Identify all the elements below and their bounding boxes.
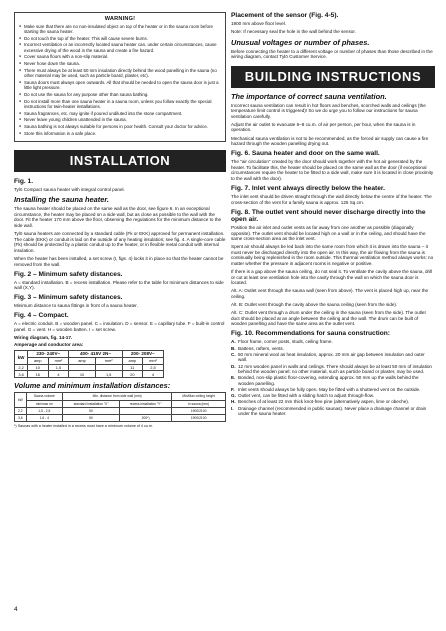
fig1-heading: Fig. 1. xyxy=(14,177,34,185)
fig3-heading: Fig. 3 – Minimum safety distances. xyxy=(14,294,123,302)
fig2-heading: Fig. 2 – Minimum safety distances. xyxy=(14,270,123,278)
installation-banner: INSTALLATION xyxy=(14,150,226,172)
warning-box xyxy=(14,12,226,142)
table-cell: 1900/2100 xyxy=(172,415,226,422)
warning-item: ● Incorrect ventilation or an incorrectly located sauna heater can, under certain circumstances, cause excessive drying of the wood in the sauna and create a fire hazard. xyxy=(19,42,221,52)
warning-item: ● Sauna doors must always open outwards. All that should be needed to open the sauna door is just a little light pressure. xyxy=(19,80,221,90)
table-cell: 16 xyxy=(28,371,48,378)
table-cell: 2,2 xyxy=(15,408,27,415)
fig8-paragraph: Position the air inlet and outlet vents as far away from one another as possible (diagonally opposite). The outlet vent should be located high on a wall or in the ceiling, and should have the same cross-section area as the inlet vent. xyxy=(231,224,426,242)
table-cell: standard installation "X" xyxy=(63,400,120,408)
list-item xyxy=(231,375,435,386)
item-text: Inlet vents should always be fully open. May be fitted with a shuttered vent on the outside. xyxy=(238,387,421,393)
item-text: 50 mm mineral wool as heat insulation, approx. 20 mm air gap between insulation and outer wall. xyxy=(238,351,425,363)
table-cell: amp xyxy=(28,357,48,364)
warning-item: ● Do not use the sauna for any purpose other than sauna bathing. xyxy=(19,92,221,97)
item-text: Benches of at least 22 mm thick knot-free pine (alternatively aspen, lime or obeche). xyxy=(238,399,410,405)
list-item xyxy=(231,393,435,399)
item-text: Bonded, non-slip plastic floor-covering, extending approx. 50 mm up the walls behind the wooden panelling. xyxy=(238,375,419,386)
item-letter: A. xyxy=(231,339,236,345)
table-row xyxy=(15,350,164,357)
table-cell: 50 xyxy=(63,415,120,422)
table-row xyxy=(15,371,164,378)
table-row xyxy=(15,393,226,401)
item-text: 12 mm wooden panel in walls and ceilings. There should always be at least 50 mm of insulation behind the wooden panel; no other material, such as particle board or plaster, may be used. xyxy=(238,363,432,375)
warning-item: ● There must always be at least 50 mm insulation directly behind the wood panelling in the sauna (no other material may be used, such as particle board, plaster, etc). xyxy=(19,68,221,78)
table-row xyxy=(15,408,226,415)
item-letter: G. xyxy=(231,393,236,399)
list-item xyxy=(231,399,435,405)
importance-paragraph: Incorrect sauna ventilation can result in hot floors and benches, scorched walls and ceilings (the temperature limit control is triggered)! So we do urge you to follow our instructions for sauna ventilation carefully. xyxy=(231,102,426,119)
item-text: Drainage channel (recommended in public saunas). Never place a drainage channel or drain under the sauna heater. xyxy=(238,405,427,417)
importance-paragraph: Adjust the air outlet to evacuate 6–8 cu.m. of air per person, per hour, when the sauna is in operation. xyxy=(231,121,416,133)
table-cell: 20 xyxy=(122,371,142,378)
unusual-text: Before connecting the heater to a different voltage or number of phases than those described in the wiring diagram, contact Tylö Customer Service. xyxy=(231,48,433,60)
fig6-heading: Fig. 6. Sauna heater and door on the same wall. xyxy=(231,150,380,158)
table-cell: 1,6 - 4 xyxy=(26,415,62,422)
list-item xyxy=(231,387,435,393)
table-cell: 400- 415V 2N~ xyxy=(69,350,122,357)
warning-item: ● Do not install more than one sauna heater in a sauna room, unless you follow exactly the special instructions for twin-heater installations. xyxy=(19,99,221,109)
construction-list xyxy=(231,339,435,416)
table-row xyxy=(15,415,226,422)
table-cell: 2,5 xyxy=(143,364,164,371)
item-letter: D. xyxy=(231,363,236,369)
installing-heading: Installing the sauna heater. xyxy=(14,195,109,205)
warning-item: ● Cover sauna floors with a non-slip material. xyxy=(19,54,221,59)
fig1-text: Tylö Compact sauna heater with integral control panel. xyxy=(14,186,125,192)
table-cell: mm² xyxy=(95,357,122,364)
table-cell: amp xyxy=(69,357,95,364)
item-text: Floor frame, corner posts, studs, ceiling frame. xyxy=(238,339,333,345)
table-cell: 200*) xyxy=(119,415,171,422)
item-text: Outlet vent, can be fitted with a sliding hatch to adjust through-flow. xyxy=(238,393,375,399)
table-cell: 50 xyxy=(63,408,120,415)
table-cell: 2,2 xyxy=(15,364,28,371)
warning-item: ● Make sure that there are no non-insulated object on top of the heater or in the sauna room before starting the sauna heater. xyxy=(19,24,221,34)
table-cell: 1,5 - 2,5 xyxy=(26,408,62,415)
table-cell xyxy=(69,364,95,371)
fig7-heading: Fig. 7. Inlet vent always directly below the heater. xyxy=(231,185,385,193)
page-number: 4 xyxy=(14,606,18,613)
volume-table xyxy=(14,392,226,422)
table-cell: 4 xyxy=(143,371,164,378)
table-cell: kW xyxy=(15,350,28,364)
fig6-text: The "air circulation" created by the door should work together with the hot air generated by the heater. To facilitate this, the heater should be placed on the same wall as the door (if exceptional circumstances require the heater to be fitted to a side wall, make sure it is located in close proximity to the wall with the door). xyxy=(231,159,434,181)
list-item xyxy=(231,352,435,363)
sensor-text: 1900 mm above floor level. xyxy=(231,20,287,26)
list-item xyxy=(231,339,435,345)
fig7-text: The inlet vent should be driven straight through the wall directly below the centre of the heater. The cross-section of the vent for a family sauna is approx. 125 Sq.cm. xyxy=(231,193,432,205)
list-item xyxy=(231,346,435,352)
table-cell: 3,6 xyxy=(15,371,28,378)
item-letter: I. xyxy=(231,405,234,411)
table-cell xyxy=(95,364,122,371)
footnote: *) Saunas with a heater installed in a recess must have a minimum volume of 4 cu.m. xyxy=(14,424,153,428)
table-cell: mm² xyxy=(143,357,164,364)
unusual-heading: Unusual voltages or number of phases. xyxy=(231,37,370,47)
table-cell: Min. distance from side wall (mm) xyxy=(63,393,172,401)
installing-paragraph: Tylö sauna heaters are connected by a standard cable (Fk or EKK) approved for permanent installation. The cable (EKK) or conduit is laid on the outside of any heating insulation; see fig. 4. A single-core cable (Fk) should be protected by a plastic conduit up to the heater, or in flexible metal conduit with internal insulation. xyxy=(14,231,226,253)
table-cell: amp xyxy=(122,357,142,364)
table-cell: 4 xyxy=(48,371,69,378)
fig10-heading: Fig. 10. Recommendations for sauna construction: xyxy=(231,330,391,338)
table-cell: 1900/2100 xyxy=(172,408,226,415)
right-column xyxy=(231,12,435,417)
sensor-note: Note: If necessary seal the hole in the wall behind the sensor. xyxy=(231,29,356,34)
item-letter: E. xyxy=(231,375,236,381)
fig3-text: Minimum distance to sauna fittings in front of a sauna heater. xyxy=(14,303,138,309)
installing-paragraph: When the heater has been installed, a set screw (I, figs. 4) locks it in place so that the heater cannot be removed from the wall. xyxy=(14,256,224,267)
table-row xyxy=(15,400,226,408)
table-cell: 230- 240V~ xyxy=(28,350,69,357)
fig8-alt-b: Alt. B: Outlet vent through the cavity above the sauna ceiling (seen from the side). xyxy=(231,302,398,308)
warning-item: ● Do not touch the top of the heater. This will cause severe burns. xyxy=(19,36,221,41)
installing-paragraph: The sauna heater should be placed on the same wall as the door, see figure 6. In an exceptional circumstance, the heater may be placed on a side wall, but as close as possible to the wall with the door. Fit the heater 170 mm above the floor, observing the regulations for the minimum distance to the side wall. xyxy=(14,206,222,229)
table-cell: in sauna (mm) xyxy=(172,400,226,408)
fig4-heading: Fig. 4 – Compact. xyxy=(14,312,69,320)
importance-heading: The importance of correct sauna ventilation. xyxy=(231,91,387,101)
warning-title: WARNING! xyxy=(104,16,136,22)
table-cell: 3,6 xyxy=(15,415,27,422)
warning-item: ● Store this information in a safe place. xyxy=(19,131,221,136)
fig8-heading: Fig. 8. The outlet vent should never discharge directly into the open air. xyxy=(231,208,426,224)
warning-item: ● Never hose down the sauna. xyxy=(19,61,221,66)
warning-list xyxy=(19,24,221,137)
table-row xyxy=(15,357,164,364)
table-cell: 1,5 xyxy=(48,364,69,371)
item-letter: C. xyxy=(231,351,236,357)
table-cell: Min/Max ceiling height xyxy=(172,393,226,401)
fig8-alt-a: Alt. A: Outlet vent through the sauna wall (seen from above). The vent is placed high up, near the ceiling. xyxy=(231,288,429,299)
warning-item: ● Never leave young children unattended in the sauna. xyxy=(19,117,221,122)
fig8-alt-c: Alt. C: Outlet vent through a drum under the ceiling in the sauna (seen from the side). The outlet duct should be placed at an angle between the ceiling and the wall. The drum can be built of wooden panelling and have the same area as the outlet vent. xyxy=(231,310,426,327)
table-row xyxy=(15,364,164,371)
importance-paragraph: Mechanical sauna ventilation is not to be recommended, as the forced air supply can cause a fire hazard through the wooden panelling drying out. xyxy=(231,135,429,147)
warning-item: ● Sauna bathing is not always suitable for persons in poor health. Consult your doctor for advice. xyxy=(19,124,221,129)
sensor-heading: Placement of the sensor (Fig. 4-5). xyxy=(231,12,339,19)
table-cell xyxy=(119,408,171,415)
fig8-paragraph: Spent air should always be led back into the same room from which it is drawn into the sauna – it must never be discharged directly into the open air. In this way, the air flowing from the sauna is continually being replenished in the room outside. This thermal ventilation method always works: no matter whether the pressure in adjacent rooms is negative or positive. xyxy=(231,244,434,266)
table-cell: 200- 208V~ xyxy=(122,350,163,357)
volume-heading: Volume and minimum installation distances: xyxy=(14,381,171,391)
table-cell: Sauna volume xyxy=(26,393,62,401)
fig2-text: A = standard installation. B = recess installation. Please refer to the table for minimum distances to side wall (X,Y). xyxy=(14,279,224,291)
table-cell: kW xyxy=(15,393,27,408)
table-cell: 10 xyxy=(69,371,95,378)
amperage-heading: Amperage and conductor area: xyxy=(14,342,84,348)
item-text: Battens, rafters, vents. xyxy=(238,345,284,351)
fig8-paragraph: If there is a gap above the sauna ceiling, do not seal it. To ventilate the cavity above the sauna, drill or cut at least one ventilation hole into the cavity through the wall on which the sauna door is located. xyxy=(231,269,433,286)
wiring-label: Wiring diagram, fig. 14-17. xyxy=(14,334,73,340)
left-column xyxy=(14,12,226,429)
list-item xyxy=(231,406,435,417)
item-letter: F. xyxy=(231,387,235,393)
table-cell: mm² xyxy=(48,357,69,364)
list-item xyxy=(231,364,435,375)
fig4-text: A = electric conduit. B = wooden panel. C = insulation. D = sensor. E = capillary tube. F = built-in control panel. G = vent. H = wooden batten. I = set screw. xyxy=(14,321,225,332)
table-cell: 10 xyxy=(28,364,48,371)
item-letter: B. xyxy=(231,345,236,351)
building-banner: BUILDING INSTRUCTIONS xyxy=(231,66,435,88)
amperage-table xyxy=(14,350,164,378)
table-cell: min/max m³ xyxy=(26,400,62,408)
item-letter: H. xyxy=(231,399,236,405)
warning-item: ● Sauna fragrances, etc. may ignite if poured undiluted into the stone compartment. xyxy=(19,111,221,116)
table-cell: 11 xyxy=(122,364,142,371)
table-cell: 1,5 xyxy=(95,371,122,378)
table-cell: recess installation "Y" xyxy=(119,400,171,408)
